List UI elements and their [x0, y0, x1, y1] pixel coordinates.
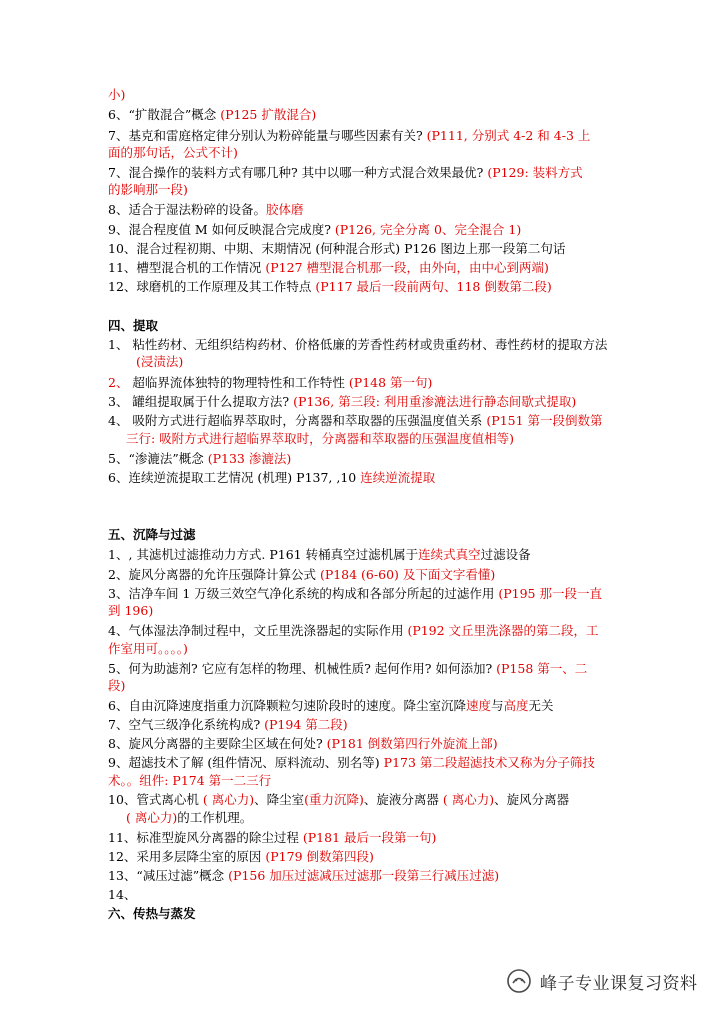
question-line — [108, 698, 554, 714]
answer-reference: (P136, 第三段: 利用重渗漉法进行静态间歇式提取) — [293, 394, 577, 409]
question-text: 无关 — [528, 698, 554, 713]
question-text: 8、旋风分离器的主要除尘区域在何处? — [108, 736, 327, 751]
question-text: 5、“渗漉法”概念 — [108, 451, 208, 466]
question-line — [108, 279, 552, 295]
answer-reference: (P192 文丘里洗涤器的第二段，工 — [407, 623, 599, 638]
question-text: 6、“扩散混合”概念 — [108, 107, 221, 122]
answer-reference: (P133 渗漉法) — [207, 451, 292, 466]
question-line — [108, 413, 603, 429]
answer-reference: 的影响那一段) — [108, 182, 188, 197]
question-line — [108, 87, 125, 103]
section-heading — [108, 318, 158, 334]
answer-reference: (P148 第一句) — [348, 375, 433, 390]
answer-reference: (P125 扩散混合) — [220, 107, 317, 122]
answer-reference: (P158 第一、二 — [496, 661, 588, 676]
question-text: 14、 — [108, 887, 137, 902]
question-text: 4、气体湿法净制过程中，文丘里洗涤器起的实际作用 — [108, 623, 408, 638]
answer-reference: (P127 槽型混合机那一段，由外向，由中心到两端) — [265, 260, 549, 275]
answer-reference: (P195 那一段一直 — [498, 586, 602, 601]
answer-reference: 术。。组件: P174 第一二三行 — [108, 773, 272, 788]
answer-reference: (P179 倒数第四段) — [265, 849, 374, 864]
question-text: 4、 吸附方式进行超临界萃取时，分离器和萃取器的压强温度值关系 — [108, 413, 487, 428]
answer-reference: (浸渍法) — [136, 354, 184, 369]
question-line — [108, 849, 374, 865]
section-heading — [108, 527, 196, 543]
question-text: 四、提取 — [108, 318, 159, 333]
answer-reference: (P181 倒数第四行外旋流上部) — [326, 736, 498, 751]
answer-reference: (P126, 完全分离 0、完全混合 1) — [334, 222, 522, 237]
question-line — [108, 145, 238, 161]
question-line — [108, 567, 495, 583]
answer-reference: 胶体磨 — [265, 202, 304, 217]
question-line — [108, 337, 607, 353]
answer-reference: 三行: 吸附方式进行超临界萃取时，分离器和萃取器的压强温度值相等) — [126, 431, 515, 446]
question-text: 10、管式离心机 — [108, 792, 203, 807]
answer-reference: (P111, 分别式 4-2 和 4-3 上 — [426, 128, 591, 143]
question-text: 、旋风分离器 — [494, 792, 570, 807]
question-line — [108, 260, 549, 276]
question-line — [108, 375, 432, 391]
answer-reference: 高度 — [503, 698, 529, 713]
question-line — [108, 547, 531, 563]
question-text: 9、混合程度值 M 如何反映混合完成度? — [108, 222, 335, 237]
question-text: 、降尘室 — [254, 792, 305, 807]
answer-reference: 连续式真空 — [418, 547, 481, 562]
question-line — [108, 773, 271, 789]
answer-reference: ( 离心力) — [202, 792, 255, 807]
answer-reference: 到 196) — [108, 603, 154, 618]
question-line — [108, 661, 587, 677]
question-line — [108, 641, 188, 657]
question-text: 11、槽型混合机的工作情况 — [108, 260, 266, 275]
question-line — [108, 241, 565, 257]
question-text: 1、, 其滤机过滤推动力方式. P161 转桶真空过滤机属于 — [108, 547, 419, 562]
question-line — [108, 470, 435, 486]
answer-reference: (P129: 装料方式 — [487, 165, 583, 180]
question-text: 5、何为助滤剂? 它应有怎样的物理、机械性质? 起何作用? 如何添加? — [108, 661, 497, 676]
answer-reference: 面的那句话，公式不计) — [108, 145, 238, 160]
answer-reference: 2、 — [108, 375, 129, 390]
question-line — [108, 202, 303, 218]
question-line — [108, 887, 136, 903]
answer-reference: 段) — [108, 678, 126, 693]
watermark-text: 峰子专业课复习资料 — [540, 973, 698, 994]
question-line — [108, 755, 595, 771]
question-line — [108, 623, 599, 639]
question-line — [108, 736, 498, 752]
question-line — [108, 394, 576, 410]
answer-reference: 连续逆流提取 — [360, 470, 436, 485]
section-heading — [108, 906, 196, 922]
question-line — [126, 810, 252, 826]
question-text: 3、洁净车间 1 万级三效空气净化系统的构成和各部分所起的过滤作用 — [108, 586, 499, 601]
question-text: 2、旋风分离器的允许压强降计算公式 — [108, 567, 320, 582]
question-line — [108, 128, 590, 144]
question-line — [126, 431, 514, 447]
question-text: 、旋液分离器 — [363, 792, 443, 807]
question-line — [136, 354, 183, 370]
question-text: 12、球磨机的工作原理及其工作特点 — [108, 279, 316, 294]
question-text: 过滤设备 — [480, 547, 531, 562]
question-text: 11、标准型旋风分离器的除尘过程 — [108, 830, 303, 845]
answer-reference: 作室用可。。。。) — [108, 641, 188, 656]
question-text: 6、连续逆流提取工艺情况 (机理) P137, ,10 — [108, 470, 361, 485]
question-text: 五、沉降与过滤 — [108, 527, 196, 542]
question-text: 13、“减压过滤”概念 — [108, 868, 229, 883]
answer-reference: (P181 最后一段第一句) — [302, 830, 437, 845]
question-text: 8、适合于湿法粉碎的设备。 — [108, 202, 266, 217]
question-line — [108, 222, 521, 238]
question-text: 12、采用多层降尘室的原因 — [108, 849, 266, 864]
question-line — [108, 717, 348, 733]
question-text: 3、 罐组提取属于什么提取方法? — [108, 394, 294, 409]
question-text: 6、自由沉降速度指重力沉降颗粒匀速阶段时的速度。降尘室沉降 — [108, 698, 466, 713]
watermark — [506, 968, 698, 994]
answer-reference: (P151 第一段倒数第 — [486, 413, 603, 428]
answer-reference: ( 离心力) — [126, 810, 178, 825]
answer-reference: ( 离心力) — [442, 792, 495, 807]
answer-reference: 小) — [108, 87, 126, 102]
question-text: 10、混合过程初期、中期、末期情况 (何种混合形式) P126 图边上那一段第二句话 — [108, 241, 566, 256]
question-text: 六、传热与蒸发 — [108, 906, 196, 921]
question-line — [108, 182, 188, 198]
answer-reference: (P156 加压过滤减压过滤那一段第三行减压过滤) — [228, 868, 500, 883]
question-text: 7、空气三级净化系统构成? — [108, 717, 265, 732]
question-line — [108, 451, 291, 467]
answer-reference: (P117 最后一段前两句、118 倒数第二段) — [315, 279, 552, 294]
question-text: 9、超滤技术了解 (组件情况、原料流动、别名等) — [108, 755, 384, 770]
question-line — [108, 830, 436, 846]
question-line — [108, 678, 125, 694]
question-text: 的工作机理。 — [177, 810, 253, 825]
question-text: 与 — [490, 698, 504, 713]
question-text: 超临界流体独特的物理特性和工作特性 — [128, 375, 349, 390]
question-line — [108, 868, 499, 884]
question-line — [108, 792, 569, 808]
answer-reference: (P184 (6-60) 及下面文字看懂) — [319, 567, 496, 582]
question-text: 7、基克和雷庭格定律分别认为粉碎能量与哪些因素有关? — [108, 128, 427, 143]
answer-reference: P173 第二段超滤技术又称为分子筛技 — [383, 755, 595, 770]
question-text: 1、 粘性药材、无组织结构药材、价格低廉的芳香性药材或贵重药材、毒性药材的提取方法 — [108, 337, 608, 352]
answer-reference: (P194 第二段) — [264, 717, 348, 732]
question-line — [108, 165, 583, 181]
answer-reference: (重力沉降) — [304, 792, 364, 807]
answer-reference: 速度 — [465, 698, 491, 713]
question-line — [108, 603, 153, 619]
wechat-channel-icon — [506, 968, 532, 994]
question-text: 7、混合操作的装料方式有哪几种? 其中以哪一种方式混合效果最优? — [108, 165, 488, 180]
question-line — [108, 586, 602, 602]
question-line — [108, 107, 316, 123]
